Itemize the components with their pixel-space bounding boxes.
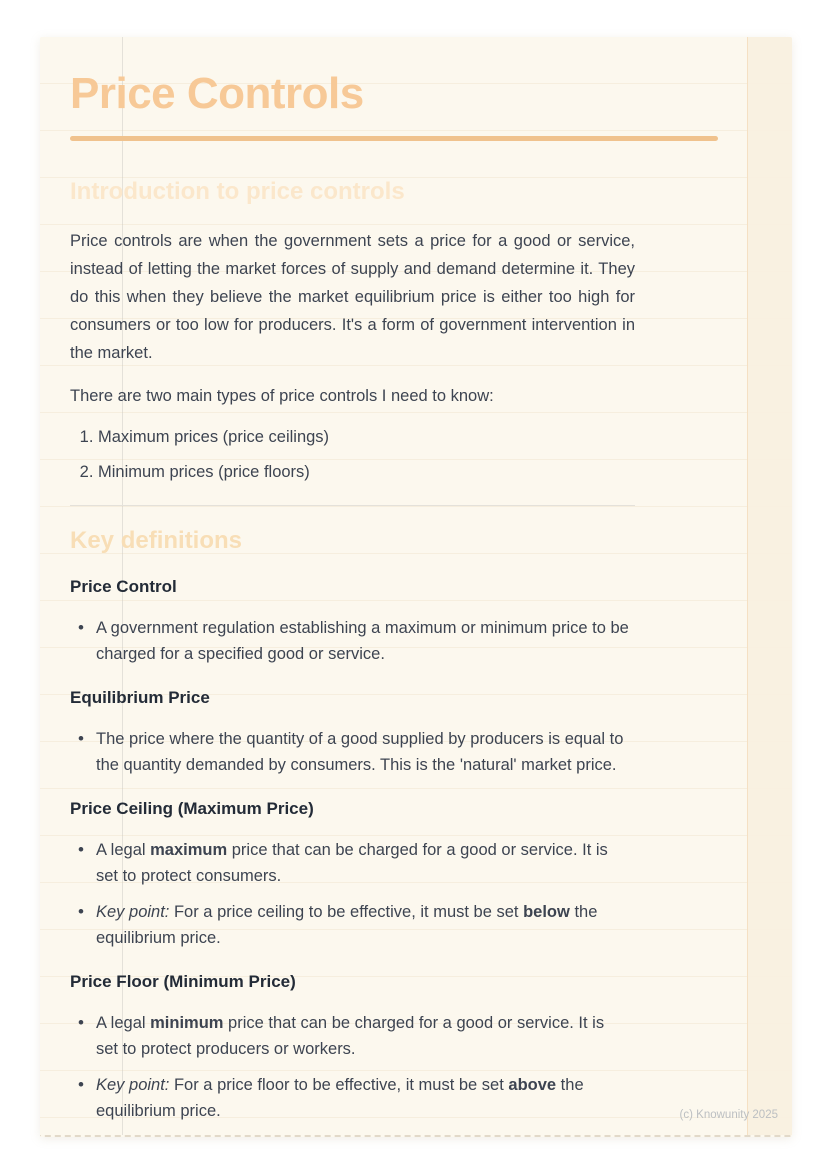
- body-text: For a price ceiling to be effective, it must be set: [169, 902, 524, 921]
- page-right-edge-stripe: [747, 37, 792, 1135]
- body-text: For a price floor to be effective, it must be set: [169, 1075, 509, 1094]
- worksheet-card: [40, 37, 792, 1137]
- body-text: the equilibrium price.: [96, 902, 598, 947]
- definition-term: Price Ceiling (Maximum Price): [70, 798, 314, 818]
- body-text: A legal: [96, 840, 151, 859]
- body-text: The price where the quantity of a good supplied by producers is equal to the quantity demanded by consumers. This is the 'natural' market price.: [96, 729, 624, 774]
- type-list-item: 2. Minimum prices (price floors): [98, 458, 638, 486]
- definition-bullet-list: [70, 726, 630, 778]
- emphasis-italic-text: Key point:: [96, 1075, 170, 1094]
- copyright-notice: (c) Knowunity 2025: [679, 1109, 778, 1121]
- price-control-types-list: [70, 423, 638, 486]
- page-title: Price Controls: [70, 69, 364, 118]
- definition-bullet: [70, 615, 630, 667]
- emphasis-bold-text: above: [508, 1075, 557, 1094]
- definition-bullet: [70, 837, 630, 889]
- types-lead-paragraph: There are two main types of price controls I need to know:: [70, 386, 494, 405]
- definition-bullet: [70, 1072, 630, 1124]
- definition-bullet-list: [70, 615, 630, 667]
- definition-term: Price Floor (Minimum Price): [70, 971, 296, 991]
- emphasis-bold-text: maximum: [150, 840, 228, 859]
- body-text: price that can be charged for a good or service. It is set to protect consumers.: [96, 840, 608, 885]
- intro-paragraph: Price controls are when the government sets a price for a good or service, instead of letting the market forces of supply and demand determine it. They do this when they believe the market equilibrium price is either too high for consumers or too low for producers. It's a form of government intervention in the market.: [70, 231, 635, 362]
- definitions-container: [70, 576, 718, 1124]
- definition-bullet-list: [70, 837, 630, 951]
- definition-bullet-list: [70, 1010, 630, 1124]
- definition-term: Equilibrium Price: [70, 687, 210, 707]
- section-divider: [70, 505, 635, 506]
- type-list-item: 1. Maximum prices (price ceilings): [98, 423, 638, 451]
- body-text: the equilibrium price.: [96, 1075, 584, 1120]
- title-underline: [70, 136, 718, 141]
- definition-bullet: [70, 899, 630, 951]
- emphasis-italic-text: Key point:: [96, 902, 170, 921]
- section-heading-introduction: Introduction to price controls: [70, 178, 405, 205]
- section-heading-key-definitions: Key definitions: [70, 526, 243, 554]
- definition-bullet: [70, 1010, 630, 1062]
- emphasis-bold-text: below: [523, 902, 570, 921]
- document-content: [40, 37, 718, 1124]
- definition-bullet: [70, 726, 630, 778]
- definition-term: Price Control: [70, 576, 177, 596]
- body-text: price that can be charged for a good or service. It is set to protect producers or workers.: [96, 1013, 605, 1058]
- body-text: A government regulation establishing a maximum or minimum price to be charged for a specified good or service.: [96, 618, 629, 663]
- emphasis-bold-text: minimum: [150, 1013, 224, 1032]
- body-text: A legal: [96, 1013, 151, 1032]
